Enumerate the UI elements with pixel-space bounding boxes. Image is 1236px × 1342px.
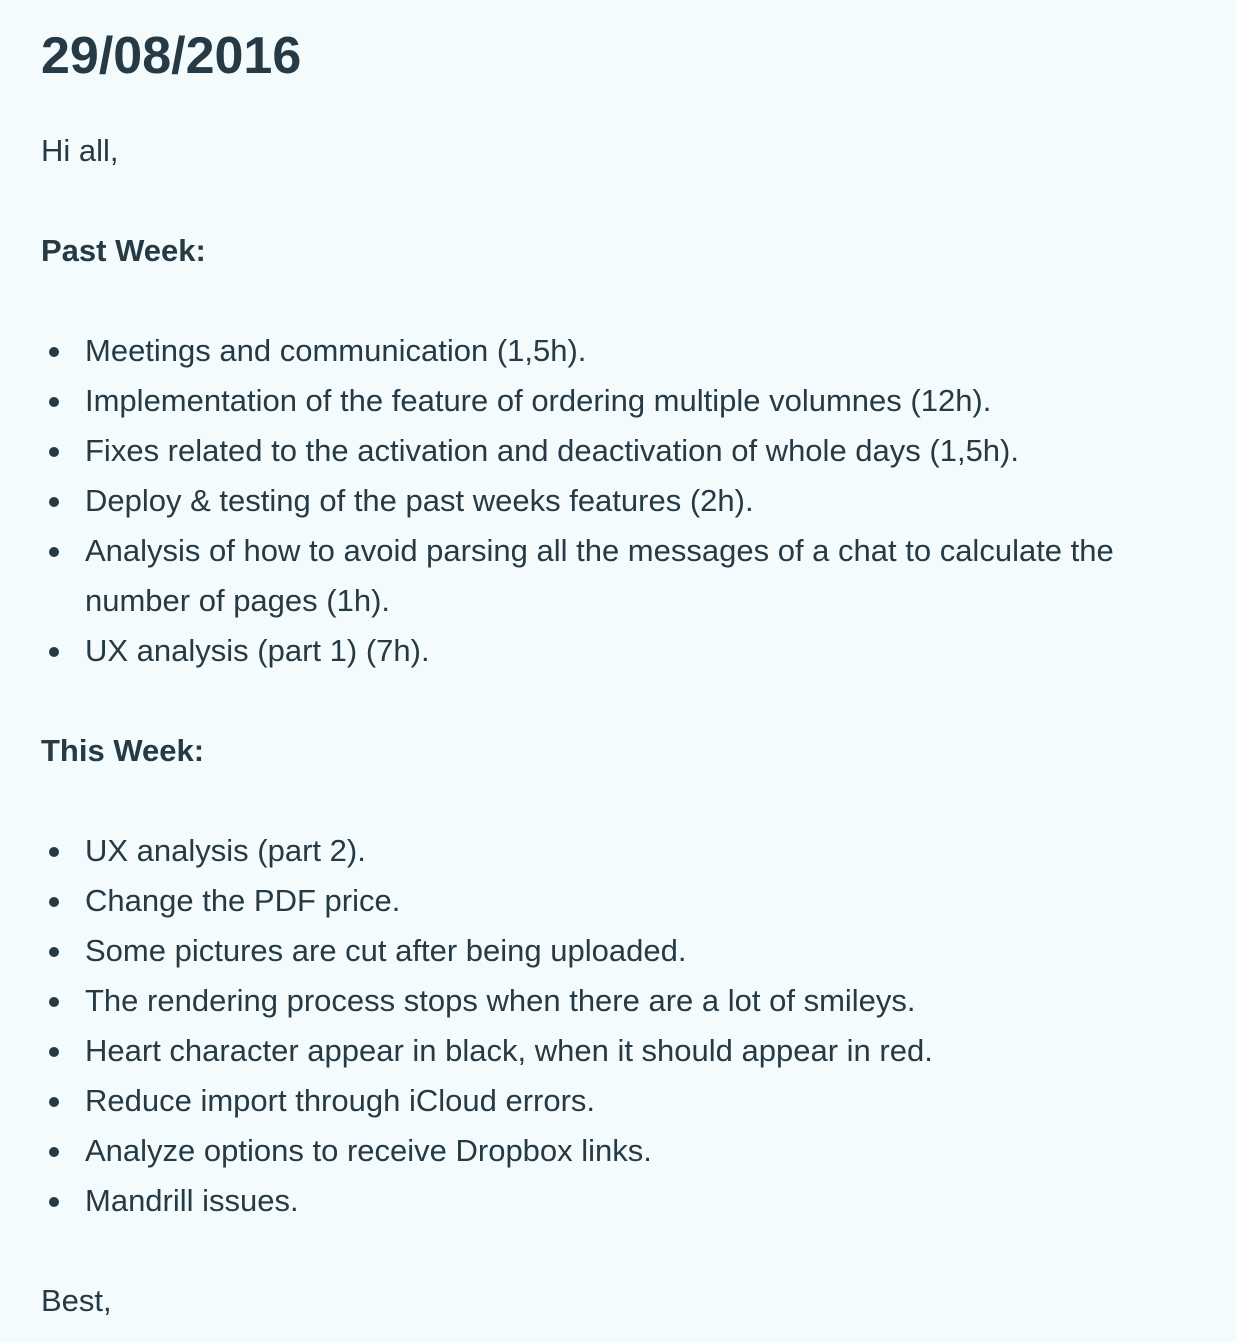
bullet-icon — [49, 497, 59, 507]
greeting-text: Hi all, — [41, 133, 119, 168]
bullet-icon — [49, 347, 59, 357]
list-item-text: Meetings and communication (1,5h). — [85, 333, 587, 368]
list-item — [41, 376, 1196, 426]
list-item-text: Analysis of how to avoid parsing all the messages of a chat to calculate the number of pages (1h). — [85, 533, 1114, 618]
list-item-text: Reduce import through iCloud errors. — [85, 1083, 596, 1118]
list-item-text: Some pictures are cut after being uploaded. — [85, 933, 687, 968]
list-item-text: Implementation of the feature of ordering multiple volumnes (12h). — [85, 383, 992, 418]
list-item-text: Fixes related to the activation and deactivation of whole days (1,5h). — [85, 433, 1019, 468]
list-item-text: Mandrill issues. — [85, 1183, 299, 1218]
bullet-icon — [49, 897, 59, 907]
bullet-icon — [49, 547, 59, 557]
bullet-icon — [49, 997, 59, 1007]
list-item — [41, 326, 1196, 376]
list-item — [41, 476, 1196, 526]
past-week-list — [41, 326, 1196, 676]
list-item — [41, 626, 1196, 676]
bullet-icon — [49, 947, 59, 957]
bullet-icon — [49, 397, 59, 407]
bullet-icon — [49, 847, 59, 857]
list-item-text: Change the PDF price. — [85, 883, 401, 918]
bullet-icon — [49, 647, 59, 657]
list-item-text: Deploy & testing of the past weeks features (2h). — [85, 483, 754, 518]
list-item-text: UX analysis (part 2). — [85, 833, 366, 868]
this-week-heading: This Week: — [41, 733, 205, 768]
bullet-icon — [49, 447, 59, 457]
list-item — [41, 1076, 1196, 1126]
bullet-icon — [49, 1197, 59, 1207]
list-item — [41, 1026, 1196, 1076]
date-heading: 29/08/2016 — [41, 27, 302, 85]
list-item-text: The rendering process stops when there are a lot of smileys. — [85, 983, 916, 1018]
bullet-icon — [49, 1097, 59, 1107]
list-item — [41, 526, 1196, 626]
list-item — [41, 426, 1196, 476]
list-item-text: Analyze options to receive Dropbox links. — [85, 1133, 652, 1168]
this-week-list — [41, 826, 1196, 1226]
list-item-text: Heart character appear in black, when it should appear in red. — [85, 1033, 933, 1068]
bullet-icon — [49, 1047, 59, 1057]
list-item — [41, 876, 1196, 926]
list-item-text: UX analysis (part 1) (7h). — [85, 633, 430, 668]
list-item — [41, 926, 1196, 976]
list-item — [41, 1126, 1196, 1176]
past-week-heading: Past Week: — [41, 233, 206, 268]
signoff-text: Best, — [41, 1283, 112, 1318]
bullet-icon — [49, 1147, 59, 1157]
list-item — [41, 976, 1196, 1026]
list-item — [41, 826, 1196, 876]
list-item — [41, 1176, 1196, 1226]
